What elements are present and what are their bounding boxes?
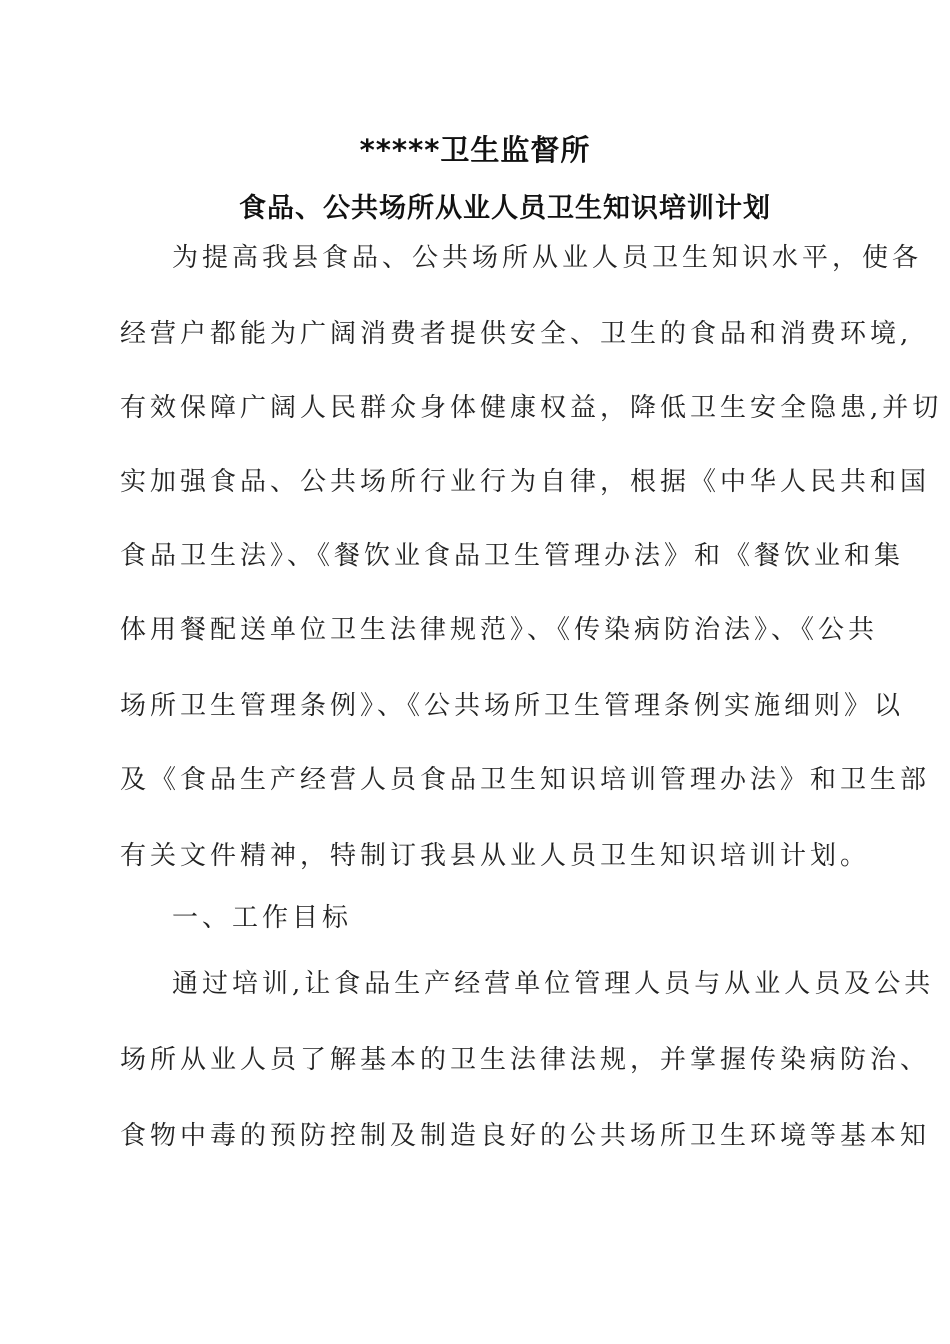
document-title: *****卫生监督所 [359,133,591,167]
intro-line: 有效保障广阔人民群众身体健康权益，降低卫生安全隐患,并切 [120,393,943,423]
intro-line: 及《食品生产经营人员食品卫生知识培训管理办法》和卫生部 [120,765,931,795]
section-line: 食物中毒的预防控制及制造良好的公共场所卫生环境等基本知 [120,1121,931,1151]
intro-line: 为提高我县食品、公共场所从业人员卫生知识水平，使各 [172,243,923,273]
section-heading: 一、工作目标 [172,903,353,933]
intro-line: 有关文件精神，特制订我县从业人员卫生知识培训计划。 [120,841,871,871]
intro-line: 实加强食品、公共场所行业行为自律，根据《中华人民共和国 [120,467,931,497]
document-subtitle: 食品、公共场所从业人员卫生知识培训计划 [239,193,771,224]
intro-line: 食品卫生法》、《餐饮业食品卫生管理办法》和《餐饮业和集 [120,541,905,571]
intro-line: 经营户都能为广阔消费者提供安全、卫生的食品和消费环境, [120,319,913,349]
section-line: 场所从业人员了解基本的卫生法律法规，并掌握传染病防治、 [120,1045,931,1075]
section-line: 通过培训,让食品生产经营单位管理人员与从业人员及公共 [172,969,935,999]
intro-line: 体用餐配送单位卫生法律规范》、《传染病防治法》、《公共 [120,615,879,645]
intro-line: 场所卫生管理条例》、《公共场所卫生管理条例实施细则》以 [120,691,905,721]
